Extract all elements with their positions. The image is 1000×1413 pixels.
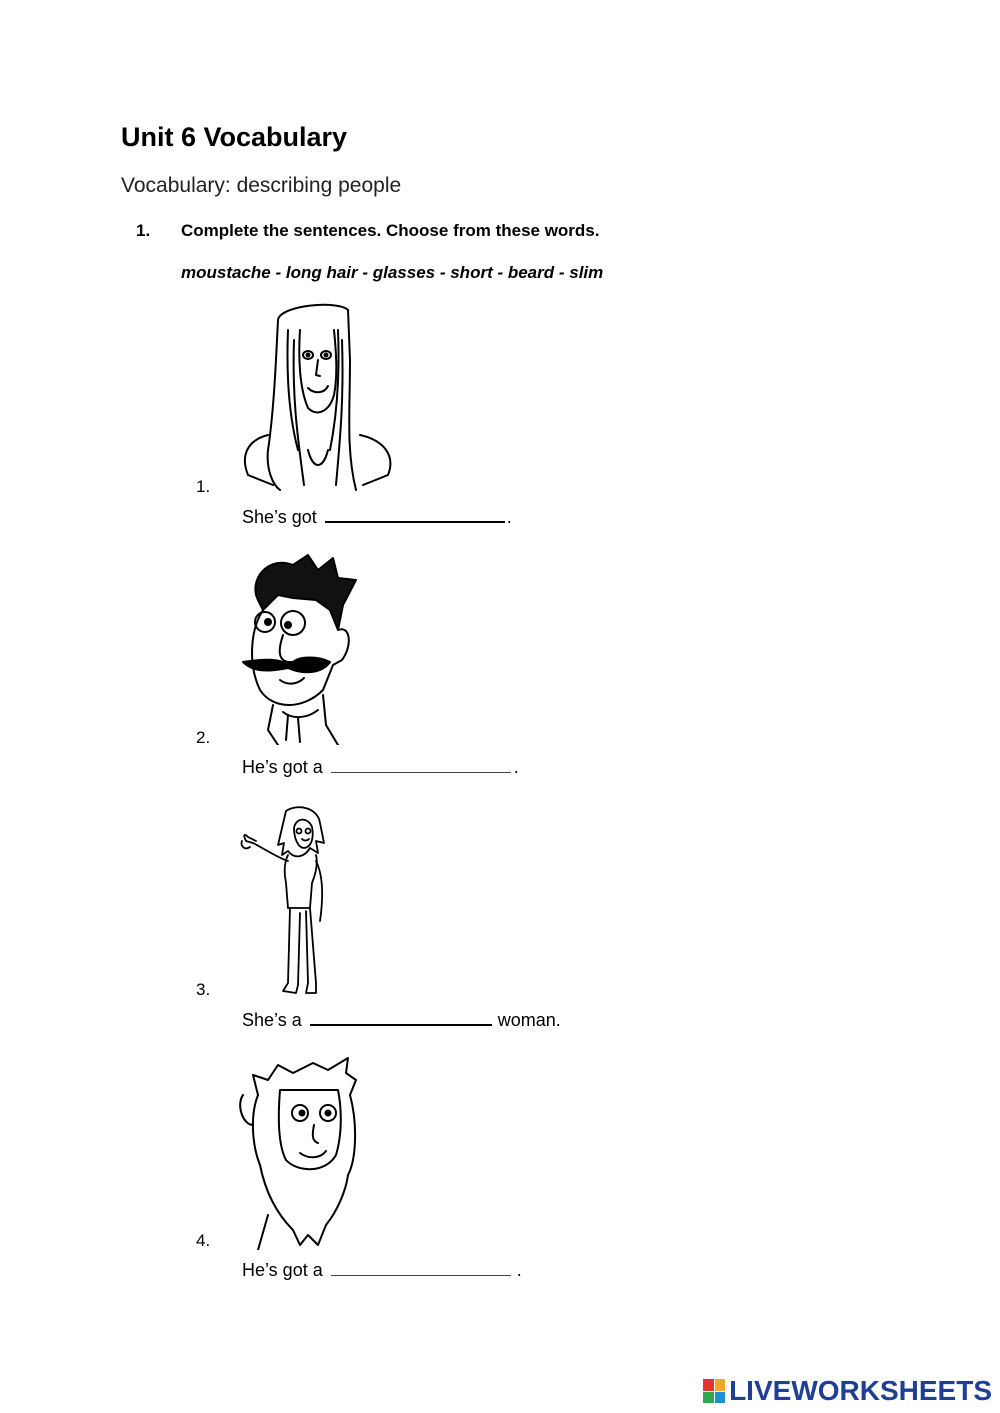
man-moustache-illustration xyxy=(238,550,363,745)
woman-long-hair-illustration xyxy=(238,300,403,495)
question-number: 1. xyxy=(136,221,151,240)
man-beard-illustration xyxy=(238,1055,373,1250)
item-1-sentence xyxy=(242,503,512,528)
liveworksheets-logo xyxy=(703,1375,992,1407)
question-instruction: Complete the sentences. Choose from these words. xyxy=(181,221,600,240)
item-3-text-after: woman. xyxy=(497,1010,561,1030)
logo-badge-icon xyxy=(703,1379,725,1403)
item-1-number: 1. xyxy=(196,477,211,496)
item-3-sentence xyxy=(242,1006,561,1031)
item-2-number: 2. xyxy=(196,728,211,747)
word-bank: moustache - long hair - glasses - short - beard - slim xyxy=(181,263,604,282)
item-3-text-before: She’s a xyxy=(242,1010,302,1030)
item-3-number: 3. xyxy=(196,980,211,999)
page-subtitle: Vocabulary: describing people xyxy=(121,174,402,197)
item-4-answer-blank[interactable] xyxy=(331,1257,511,1276)
logo-text: LIVEWORKSHEETS xyxy=(729,1375,992,1406)
item-1-text-after: . xyxy=(506,507,512,527)
item-2-answer-blank[interactable] xyxy=(331,754,511,773)
item-4-text-before: He’s got a xyxy=(242,1260,323,1280)
item-2-sentence xyxy=(242,754,519,778)
item-3-answer-blank[interactable] xyxy=(310,1006,492,1026)
item-4-text-after: . xyxy=(516,1260,522,1280)
item-1-answer-blank[interactable] xyxy=(325,503,505,523)
slim-woman-illustration xyxy=(238,803,333,998)
item-4-number: 4. xyxy=(196,1231,211,1250)
page-title: Unit 6 Vocabulary xyxy=(121,122,348,152)
item-4-sentence xyxy=(242,1257,522,1281)
item-2-text-before: He’s got a xyxy=(242,757,323,777)
item-1-text-before: She’s got xyxy=(242,507,317,527)
item-2-text-after: . xyxy=(513,757,519,777)
